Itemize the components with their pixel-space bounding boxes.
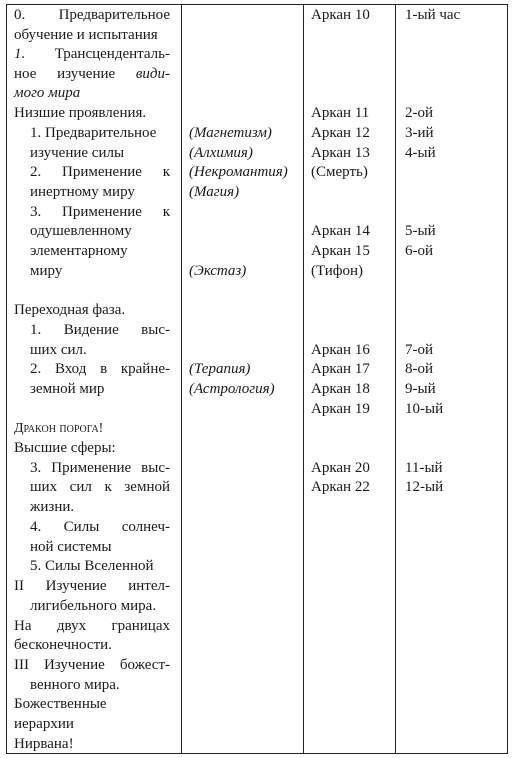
hour-label: 2-ой	[405, 105, 434, 121]
art-label: (Экстаз)	[189, 263, 247, 279]
stage-line: 2. Применение к	[30, 164, 170, 180]
stage-line: жизни.	[30, 499, 75, 515]
stage-line: ших сил к земной	[30, 479, 170, 495]
hour-label: 9-ый	[405, 381, 436, 397]
stage-italic-text: види-	[135, 66, 170, 82]
art-label: (Магнетизм)	[189, 125, 272, 141]
column-divider-3	[395, 4, 396, 754]
stage-line: II Изучение интел-	[14, 578, 170, 594]
arcanum-label: Аркан 10	[311, 7, 370, 23]
arcanum-label: Аркан 12	[311, 125, 370, 141]
stage-line: элементарному	[30, 243, 128, 259]
stage-line: лигибельного мира.	[30, 598, 157, 614]
hour-label: 3-ий	[405, 125, 434, 141]
stage-line	[14, 45, 170, 65]
arcanum-label: (Тифон)	[311, 263, 364, 279]
art-label: (Алхимия)	[189, 145, 253, 161]
column-divider-2	[303, 4, 304, 754]
stage-line: иерархии	[14, 716, 74, 732]
stage-line: одушевленному	[30, 223, 132, 239]
hour-label: 5-ый	[405, 223, 436, 239]
stage-line: Дракон порога!	[14, 421, 104, 436]
column-divider-1	[181, 4, 182, 754]
hour-label: 6-ой	[405, 243, 434, 259]
hour-label: 7-ой	[405, 342, 434, 358]
stage-line: земной мир	[30, 381, 105, 397]
stage-line: Переходная фаза.	[14, 302, 126, 318]
arcanum-label: Аркан 16	[311, 342, 370, 358]
stage-line: ших сил.	[30, 342, 87, 358]
stage-line: мого мира	[14, 85, 81, 101]
hour-label: 10-ый	[405, 401, 444, 417]
stage-text: ное изучение	[14, 66, 136, 82]
stage-line: 2. Вход в крайне-	[30, 361, 170, 377]
stage-line: изучение силы	[30, 145, 125, 161]
stage-line: 4. Силы солнеч-	[30, 519, 170, 535]
stage-line: 1. Предварительное	[30, 125, 157, 141]
arcanum-label: Аркан 22	[311, 479, 370, 495]
stage-line: Божественные	[14, 696, 107, 712]
stage-line: Высшие сферы:	[14, 440, 116, 456]
stage-line: 3. Применение к	[30, 204, 170, 220]
arcanum-label: Аркан 15	[311, 243, 370, 259]
stage-line: инертному миру	[30, 184, 135, 200]
hour-label: 11-ый	[405, 460, 443, 476]
stage-line: бесконечности.	[14, 637, 112, 653]
art-label: (Некромантия)	[189, 164, 288, 180]
stage-line: ной системы	[30, 539, 112, 555]
hour-label: 12-ый	[405, 479, 444, 495]
arcanum-label: Аркан 19	[311, 401, 370, 417]
stage-line: 5. Силы Вселенной	[30, 558, 154, 574]
stage-line: обучение и испытания	[14, 27, 158, 43]
hour-label: 8-ой	[405, 361, 434, 377]
stage-line: 3. Применение выс-	[30, 460, 170, 476]
arcanum-label: Аркан 14	[311, 223, 370, 239]
stage-line: венного мира.	[30, 677, 120, 693]
stage-line: миру	[30, 263, 63, 279]
stage-line: 0. Предварительное	[14, 7, 170, 23]
arcanum-label: Аркан 18	[311, 381, 370, 397]
art-label: (Терапия)	[189, 361, 251, 377]
art-label: (Магия)	[189, 184, 240, 200]
stage-line: 1. Видение выс-	[30, 322, 170, 338]
arcanum-label: Аркан 20	[311, 460, 370, 476]
stage-line: III Изучение божест-	[14, 657, 170, 673]
hour-label: 1-ый час	[405, 7, 461, 23]
stage-line: На двух границах	[14, 618, 170, 634]
arcanum-label: Аркан 11	[311, 105, 370, 121]
hour-label: 4-ый	[405, 145, 436, 161]
art-label: (Астрология)	[189, 381, 275, 397]
stage-title: Трансценденталь-	[25, 46, 170, 62]
arcanum-label: (Смерть)	[311, 164, 368, 180]
arcanum-label: Аркан 17	[311, 361, 370, 377]
stage-number: 1.	[14, 46, 26, 62]
stage-line	[14, 65, 170, 85]
stage-line: Нирвана!	[14, 736, 74, 752]
stage-line: Низшие проявления.	[14, 105, 147, 121]
arcanum-label: Аркан 13	[311, 145, 370, 161]
